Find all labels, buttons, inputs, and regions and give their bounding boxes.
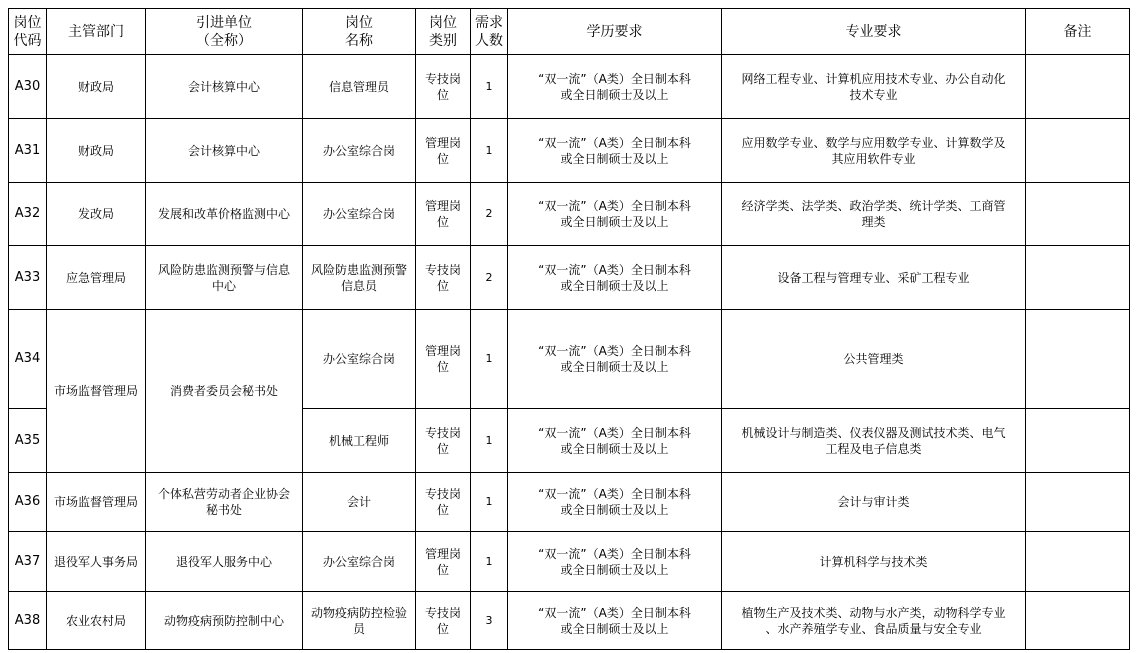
- cell-remarks: [1026, 119, 1130, 183]
- cell-category: 专技岗 位: [416, 592, 471, 650]
- cell-remarks: [1026, 310, 1130, 409]
- cell-category: 管理岗 位: [416, 183, 471, 246]
- cell-code: A33: [9, 246, 47, 310]
- cell-dept: 市场监督管理局: [47, 473, 146, 532]
- cell-education: “双一流”（A类）全日制本科 或全日制硕士及以上: [508, 183, 722, 246]
- header-row: [9, 9, 1130, 55]
- cell-position: 办公室综合岗: [303, 310, 416, 409]
- cell-count: 2: [471, 183, 508, 246]
- cell-dept: 发改局: [47, 183, 146, 246]
- cell-unit: 消费者委员会秘书处: [146, 310, 303, 473]
- cell-code: A30: [9, 55, 47, 119]
- cell-dept: 财政局: [47, 55, 146, 119]
- cell-major: 公共管理类: [722, 310, 1026, 409]
- cell-category: 管理岗 位: [416, 532, 471, 592]
- cell-position: 风险防患监测预警 信息员: [303, 246, 416, 310]
- table-row: [9, 473, 1130, 532]
- cell-count: 1: [471, 409, 508, 473]
- cell-education: “双一流”（A类）全日制本科 或全日制硕士及以上: [508, 532, 722, 592]
- cell-position: 办公室综合岗: [303, 183, 416, 246]
- cell-category: 管理岗 位: [416, 119, 471, 183]
- table-row: [9, 532, 1130, 592]
- cell-code: A36: [9, 473, 47, 532]
- cell-code: A38: [9, 592, 47, 650]
- cell-remarks: [1026, 246, 1130, 310]
- cell-remarks: [1026, 409, 1130, 473]
- table-row: [9, 592, 1130, 650]
- table-row: [9, 310, 1130, 409]
- cell-code: A31: [9, 119, 47, 183]
- header-education: 学历要求: [508, 9, 722, 55]
- cell-education: “双一流”（A类）全日制本科 或全日制硕士及以上: [508, 310, 722, 409]
- cell-education: “双一流”（A类）全日制本科 或全日制硕士及以上: [508, 246, 722, 310]
- cell-count: 2: [471, 246, 508, 310]
- cell-unit: 会计核算中心: [146, 55, 303, 119]
- header-count: 需求 人数: [471, 9, 508, 55]
- cell-category: 专技岗 位: [416, 473, 471, 532]
- header-unit: 引进单位 （全称）: [146, 9, 303, 55]
- cell-dept: 农业农村局: [47, 592, 146, 650]
- header-position: 岗位 名称: [303, 9, 416, 55]
- cell-code: A32: [9, 183, 47, 246]
- cell-code: A34: [9, 310, 47, 409]
- table-row: [9, 183, 1130, 246]
- cell-position: 动物疫病防控检验 员: [303, 592, 416, 650]
- header-major: 专业要求: [722, 9, 1026, 55]
- cell-code: A35: [9, 409, 47, 473]
- cell-remarks: [1026, 183, 1130, 246]
- cell-position: 办公室综合岗: [303, 119, 416, 183]
- cell-count: 1: [471, 55, 508, 119]
- cell-count: 1: [471, 532, 508, 592]
- cell-major: 计算机科学与技术类: [722, 532, 1026, 592]
- table-row: [9, 119, 1130, 183]
- cell-unit: 发展和改革价格监测中心: [146, 183, 303, 246]
- cell-category: 管理岗 位: [416, 310, 471, 409]
- cell-dept: 财政局: [47, 119, 146, 183]
- cell-education: “双一流”（A类）全日制本科 或全日制硕士及以上: [508, 409, 722, 473]
- cell-position: 信息管理员: [303, 55, 416, 119]
- cell-dept: 退役军人事务局: [47, 532, 146, 592]
- cell-unit: 风险防患监测预警与信息 中心: [146, 246, 303, 310]
- cell-unit: 会计核算中心: [146, 119, 303, 183]
- recruitment-table-container: [8, 8, 1130, 650]
- cell-position: 会计: [303, 473, 416, 532]
- cell-remarks: [1026, 473, 1130, 532]
- cell-position: 办公室综合岗: [303, 532, 416, 592]
- table-row: [9, 246, 1130, 310]
- header-code: 岗位 代码: [9, 9, 47, 55]
- cell-education: “双一流”（A类）全日制本科 或全日制硕士及以上: [508, 592, 722, 650]
- recruitment-table: [8, 8, 1130, 650]
- cell-remarks: [1026, 532, 1130, 592]
- cell-major: 应用数学专业、数学与应用数学专业、计算数学及 其应用软件专业: [722, 119, 1026, 183]
- cell-major: 设备工程与管理专业、采矿工程专业: [722, 246, 1026, 310]
- cell-education: “双一流”（A类）全日制本科 或全日制硕士及以上: [508, 473, 722, 532]
- cell-code: A37: [9, 532, 47, 592]
- cell-position: 机械工程师: [303, 409, 416, 473]
- cell-category: 专技岗 位: [416, 246, 471, 310]
- cell-count: 1: [471, 473, 508, 532]
- cell-major: 经济学类、法学类、政治学类、统计学类、工商管 理类: [722, 183, 1026, 246]
- header-category: 岗位 类别: [416, 9, 471, 55]
- cell-category: 专技岗 位: [416, 55, 471, 119]
- cell-major: 网络工程专业、计算机应用技术专业、办公自动化 技术专业: [722, 55, 1026, 119]
- cell-remarks: [1026, 55, 1130, 119]
- cell-unit: 动物疫病预防控制中心: [146, 592, 303, 650]
- header-dept: 主管部门: [47, 9, 146, 55]
- cell-education: “双一流”（A类）全日制本科 或全日制硕士及以上: [508, 55, 722, 119]
- table-row: [9, 55, 1130, 119]
- cell-dept: 应急管理局: [47, 246, 146, 310]
- cell-unit: 个体私营劳动者企业协会 秘书处: [146, 473, 303, 532]
- cell-major: 会计与审计类: [722, 473, 1026, 532]
- cell-remarks: [1026, 592, 1130, 650]
- cell-category: 专技岗 位: [416, 409, 471, 473]
- cell-count: 1: [471, 310, 508, 409]
- cell-count: 3: [471, 592, 508, 650]
- cell-major: 机械设计与制造类、仪表仪器及测试技术类、电气 工程及电子信息类: [722, 409, 1026, 473]
- cell-unit: 退役军人服务中心: [146, 532, 303, 592]
- cell-education: “双一流”（A类）全日制本科 或全日制硕士及以上: [508, 119, 722, 183]
- header-remarks: 备注: [1026, 9, 1130, 55]
- cell-major: 植物生产及技术类、动物与水产类，动物科学专业 、水产养殖学专业、食品质量与安全专业: [722, 592, 1026, 650]
- cell-count: 1: [471, 119, 508, 183]
- cell-dept: 市场监督管理局: [47, 310, 146, 473]
